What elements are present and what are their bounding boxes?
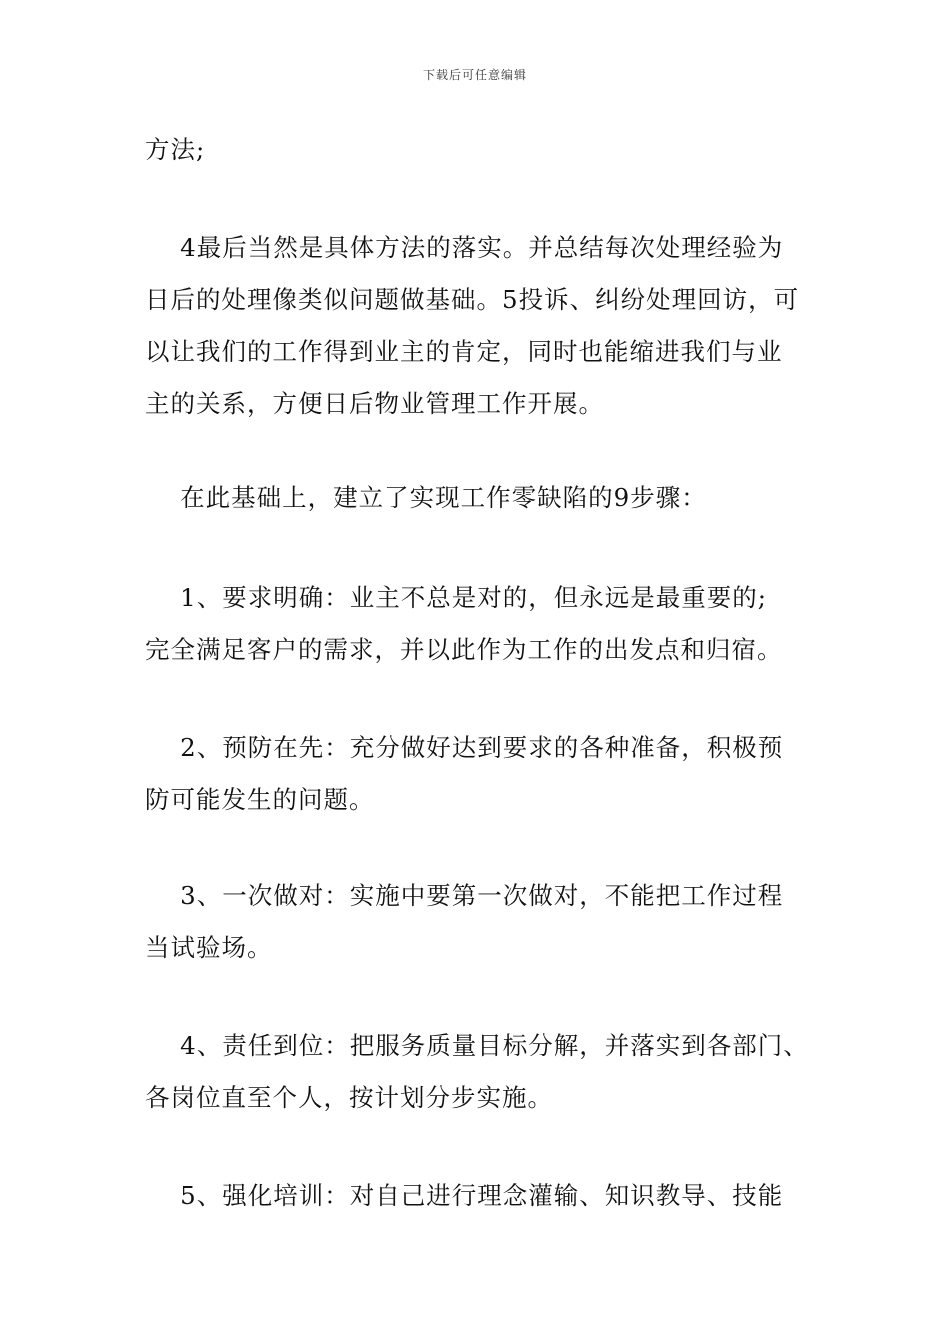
text-line: 4最后当然是具体方法的落实。并总结每次处理经验为 xyxy=(145,233,784,262)
header-note: 下载后可任意编辑 xyxy=(422,68,527,82)
text-line: 以让我们的工作得到业主的肯定，同时也能缩进我们与业 xyxy=(145,337,783,366)
paragraph-4 xyxy=(145,572,805,676)
text-line: 各岗位直至个人，按计划分步实施。 xyxy=(145,1083,553,1112)
text-line: 当试验场。 xyxy=(145,933,273,962)
paragraph-5 xyxy=(145,722,805,826)
text-line: 主的关系，方便日后物业管理工作开展。 xyxy=(145,389,604,418)
paragraph-3 xyxy=(145,472,805,524)
text-line: 2、预防在先：充分做好达到要求的各种准备，积极预 xyxy=(145,733,784,762)
text-line: 完全满足客户的需求，并以此作为工作的出发点和归宿。 xyxy=(145,635,783,664)
text-line: 方法; xyxy=(145,135,206,164)
text-line: 3、一次做对：实施中要第一次做对，不能把工作过程 xyxy=(145,881,784,910)
text-line: 日后的处理像类似问题做基础。5投诉、纠纷处理回访，可 xyxy=(145,285,800,314)
text-line: 1、要求明确：业主不总是对的，但永远是最重要的; xyxy=(145,583,767,612)
text-line: 4、责任到位：把服务质量目标分解，并落实到各部门、 xyxy=(145,1031,809,1060)
paragraph-2 xyxy=(145,222,805,430)
paragraph-6 xyxy=(145,870,805,974)
paragraph-1 xyxy=(145,124,805,176)
text-line: 5、强化培训：对自己进行理念灌输、知识教导、技能 xyxy=(145,1181,784,1210)
paragraph-7 xyxy=(145,1020,809,1124)
paragraph-8 xyxy=(145,1170,805,1222)
text-line: 防可能发生的问题。 xyxy=(145,785,375,814)
text-line: 在此基础上，建立了实现工作零缺陷的9步骤： xyxy=(145,483,707,512)
